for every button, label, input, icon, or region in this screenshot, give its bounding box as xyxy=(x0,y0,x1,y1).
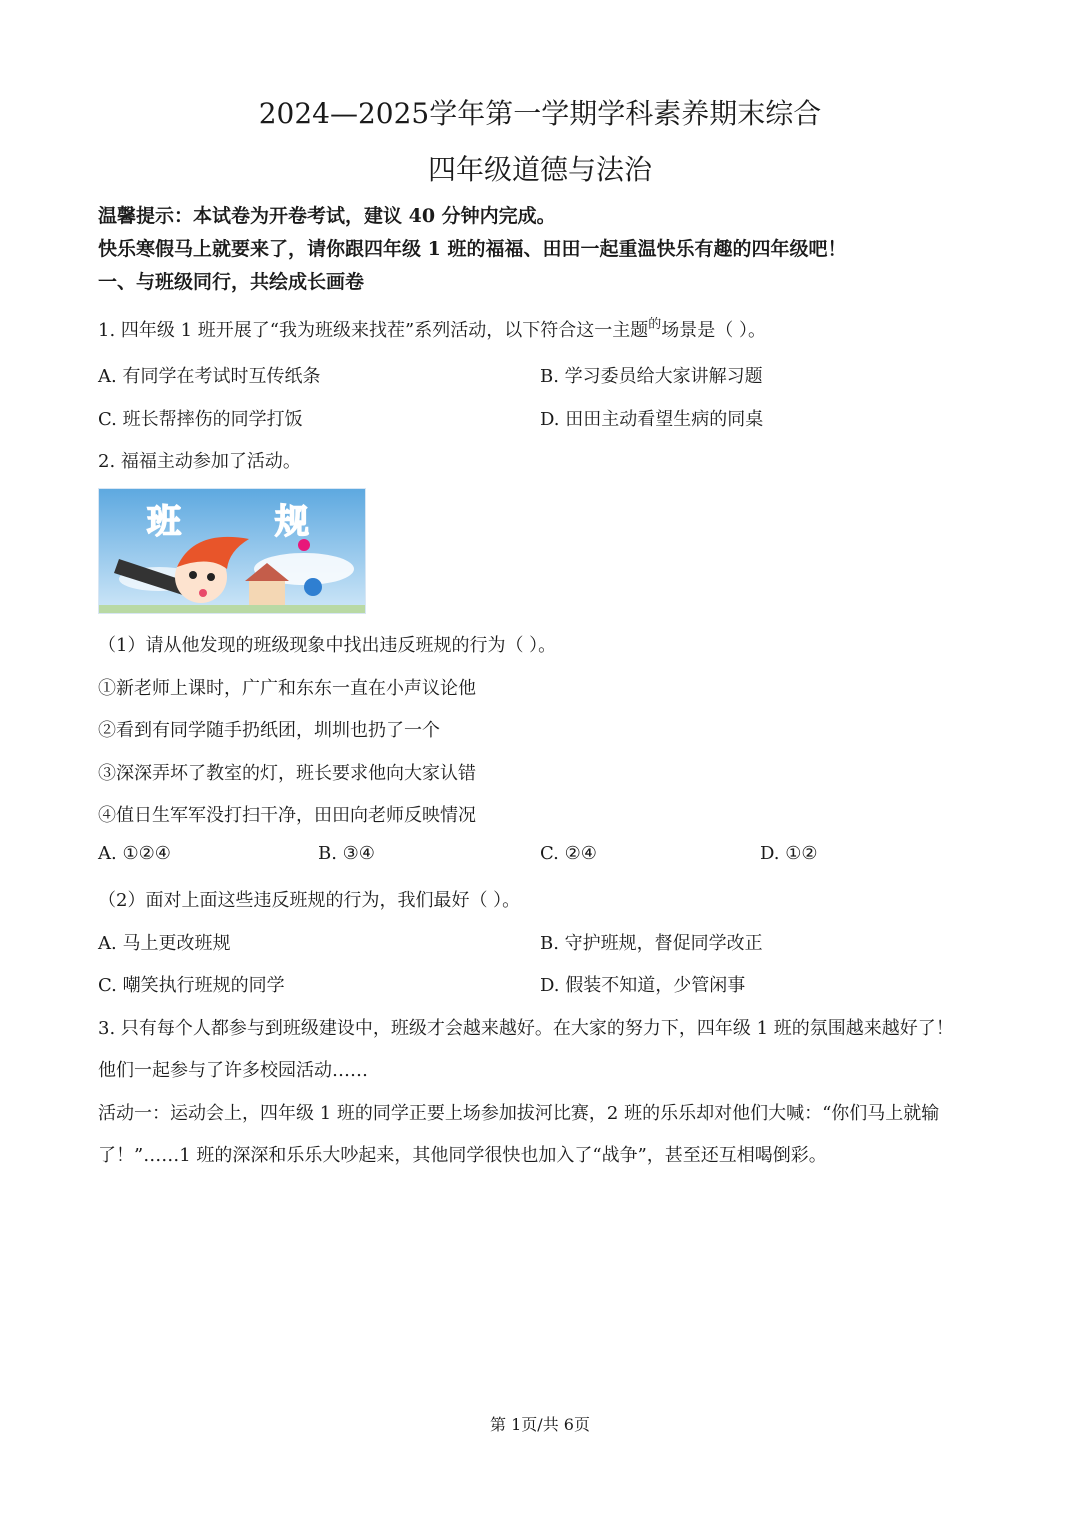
question-1-stem-part-b: 场景是（ ）。 xyxy=(661,320,766,341)
question-2-sub1-option-d: D. ①② xyxy=(760,843,818,864)
question-3-line-2: 他们一起参与了许多校园活动…… xyxy=(98,1060,368,1081)
exam-intro: 快乐寒假马上就要来了，请你跟四年级 1 班的福福、田田一起重温快乐有趣的四年级吧！ xyxy=(98,238,847,260)
question-1-option-a: A. 有同学在考试时互传纸条 xyxy=(98,366,321,387)
banner-illustration xyxy=(99,489,365,613)
question-1-option-b: B. 学习委员给大家讲解习题 xyxy=(540,366,763,387)
banner-char-2: 规 xyxy=(275,502,309,542)
exam-title-line2: 四年级道德与法治 xyxy=(427,153,652,186)
exam-title-line1: 2024—2025学年第一学期学科素养期末综合 xyxy=(258,97,822,130)
question-2-sub2-option-a: A. 马上更改班规 xyxy=(98,933,231,954)
question-2-sub1-option-c: C. ②④ xyxy=(540,843,597,864)
grass-strip xyxy=(99,605,365,613)
question-3-line-1: 3. 只有每个人都参与到班级建设中，班级才会越来越好。在大家的努力下，四年级 1 班的氛围越来越好了！ xyxy=(98,1018,954,1039)
question-1-option-c: C. 班长帮摔伤的同学打饭 xyxy=(98,409,303,430)
house-icon xyxy=(249,581,285,609)
question-2-sub2-option-d: D. 假装不知道，少管闲事 xyxy=(540,975,746,996)
question-2-sub1-option-b: B. ③④ xyxy=(318,843,375,864)
bird-character-icon xyxy=(304,578,322,596)
question-2-item-1: ①新老师上课时，广广和东东一直在小声议论他 xyxy=(98,678,476,699)
question-1-stem-sup: 的 xyxy=(648,317,662,332)
question-2-sub1-option-a: A. ①②④ xyxy=(98,843,171,864)
question-1-stem-part-a: 1. 四年级 1 班开展了“我为班级来找茬”系列活动，以下符合这一主题 xyxy=(98,320,649,341)
question-3-line-3: 活动一：运动会上，四年级 1 班的同学正要上场参加拔河比赛，2 班的乐乐却对他们大喊：“你们马上就输 xyxy=(98,1103,940,1124)
question-2-item-4: ④值日生军军没打扫干净，田田向老师反映情况 xyxy=(98,805,476,826)
question-2-sub2-option-b: B. 守护班规，督促同学改正 xyxy=(540,933,763,954)
question-2-stem: 2. 福福主动参加了活动。 xyxy=(98,451,301,472)
cartoon-eye-left xyxy=(189,571,197,579)
question-1-stem xyxy=(98,316,766,342)
question-2-sub1: （1）请从他发现的班级现象中找出违反班规的行为（ ）。 xyxy=(98,635,557,656)
question-2-sub2: （2）面对上面这些违反班规的行为，我们最好（ ）。 xyxy=(98,890,521,911)
section-heading: 一、与班级同行，共绘成长画卷 xyxy=(98,271,365,293)
page-number-footer: 第 1页/共 6页 xyxy=(490,1415,590,1434)
question-2-item-3: ③深深弄坏了教室的灯，班长要求他向大家认错 xyxy=(98,763,476,784)
banner-char-1: 班 xyxy=(147,502,181,542)
question-2-sub2-option-c: C. 嘲笑执行班规的同学 xyxy=(98,975,285,996)
exam-hint: 温馨提示：本试卷为开卷考试，建议 40 分钟内完成。 xyxy=(98,205,556,227)
question-2-item-2: ②看到有同学随手扔纸团，圳圳也扔了一个 xyxy=(98,720,440,741)
class-rules-banner-image xyxy=(98,488,366,614)
question-1-option-d: D. 田田主动看望生病的同桌 xyxy=(540,409,764,430)
question-3-line-4: 了！”……1 班的深深和乐乐大吵起来，其他同学很快也加入了“战争”，甚至还互相喝倒彩。 xyxy=(98,1145,827,1166)
cartoon-mouth xyxy=(199,589,207,597)
cartoon-eye-right xyxy=(207,573,215,581)
